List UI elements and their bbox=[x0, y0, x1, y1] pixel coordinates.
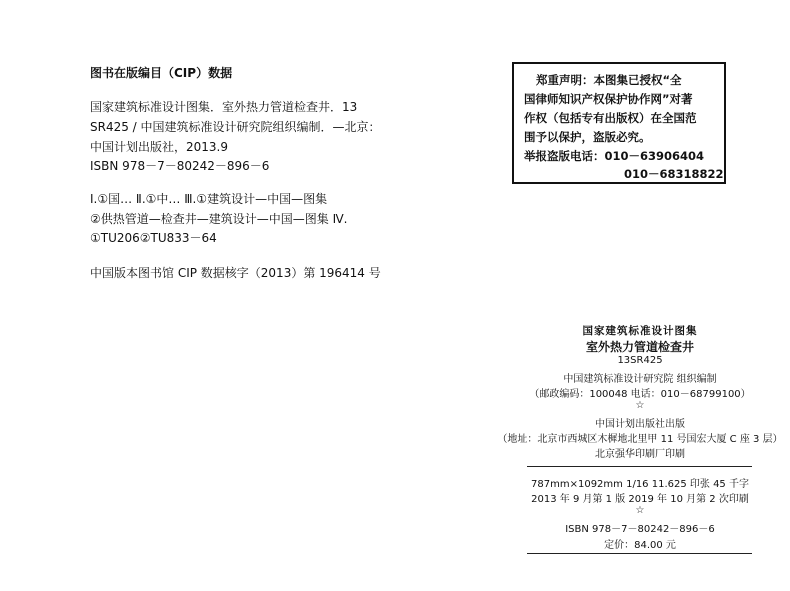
notice-line-3: 作权（包括专有出版权）在全国范 bbox=[524, 111, 697, 125]
edition-line: 2013 年 9 月第 1 版 2019 年 10 月第 2 次印刷 bbox=[531, 494, 749, 505]
editor-line: 中国建筑标准设计研究院 组织编制 bbox=[563, 374, 717, 385]
cip-classification-1: Ⅰ.①国… Ⅱ.①中… Ⅲ.①建筑设计—中国—图集 bbox=[90, 192, 328, 206]
cip-classification-2: ②供热管道—检查井—建筑设计—中国—图集 Ⅳ. bbox=[90, 212, 348, 226]
notice-line-2: 国律师知识产权保护协作网”对著 bbox=[524, 92, 693, 106]
series-name: 国家建筑标准设计图集 bbox=[582, 325, 698, 337]
notice-line-4: 围予以保护，盗版必究。 bbox=[524, 130, 651, 144]
notice-line-1: 郑重声明：本图集已授权“全 bbox=[536, 73, 682, 87]
notice-phone-2: 010－68318822 bbox=[624, 167, 724, 181]
notice-phone-1: 举报盗版电话：010－63906404 bbox=[524, 149, 705, 163]
cip-title: 图书在版编目（CIP）数据 bbox=[90, 66, 233, 80]
star-icon-2: ☆ bbox=[635, 505, 645, 516]
format-line: 787mm×1092mm 1/16 11.625 印张 45 千字 bbox=[531, 479, 749, 490]
printer-line: 北京强华印刷厂印刷 bbox=[595, 449, 685, 460]
divider-bottom bbox=[527, 553, 752, 554]
cip-isbn: ISBN 978－7－80242－896－6 bbox=[90, 159, 270, 173]
anti-piracy-notice-box bbox=[512, 62, 726, 184]
cip-line-1: 国家建筑标准设计图集．室外热力管道检查井．13 bbox=[90, 100, 358, 114]
book-title: 室外热力管道检查井 bbox=[585, 340, 695, 354]
isbn-line: ISBN 978－7－80242－896－6 bbox=[565, 524, 715, 535]
book-code: 13SR425 bbox=[617, 355, 663, 366]
postal-line: （邮政编码：100048 电话：010－68799100） bbox=[529, 389, 751, 400]
cip-record-number: 中国版本图书馆 CIP 数据核字（2013）第 196414 号 bbox=[90, 266, 381, 280]
star-icon: ☆ bbox=[635, 400, 645, 411]
address-line: （地址：北京市西城区木樨地北里甲 11 号国宏大厦 C 座 3 层） bbox=[497, 434, 783, 445]
publisher-line: 中国计划出版社出版 bbox=[595, 419, 685, 430]
cip-line-2: SR425 / 中国建筑标准设计研究院组织编制．—北京： bbox=[90, 120, 381, 134]
divider-top bbox=[527, 466, 752, 467]
cip-classification-3: ①TU206②TU833－64 bbox=[90, 231, 217, 245]
cip-line-3: 中国计划出版社，2013.9 bbox=[90, 140, 228, 154]
price-line: 定价：84.00 元 bbox=[604, 540, 676, 551]
